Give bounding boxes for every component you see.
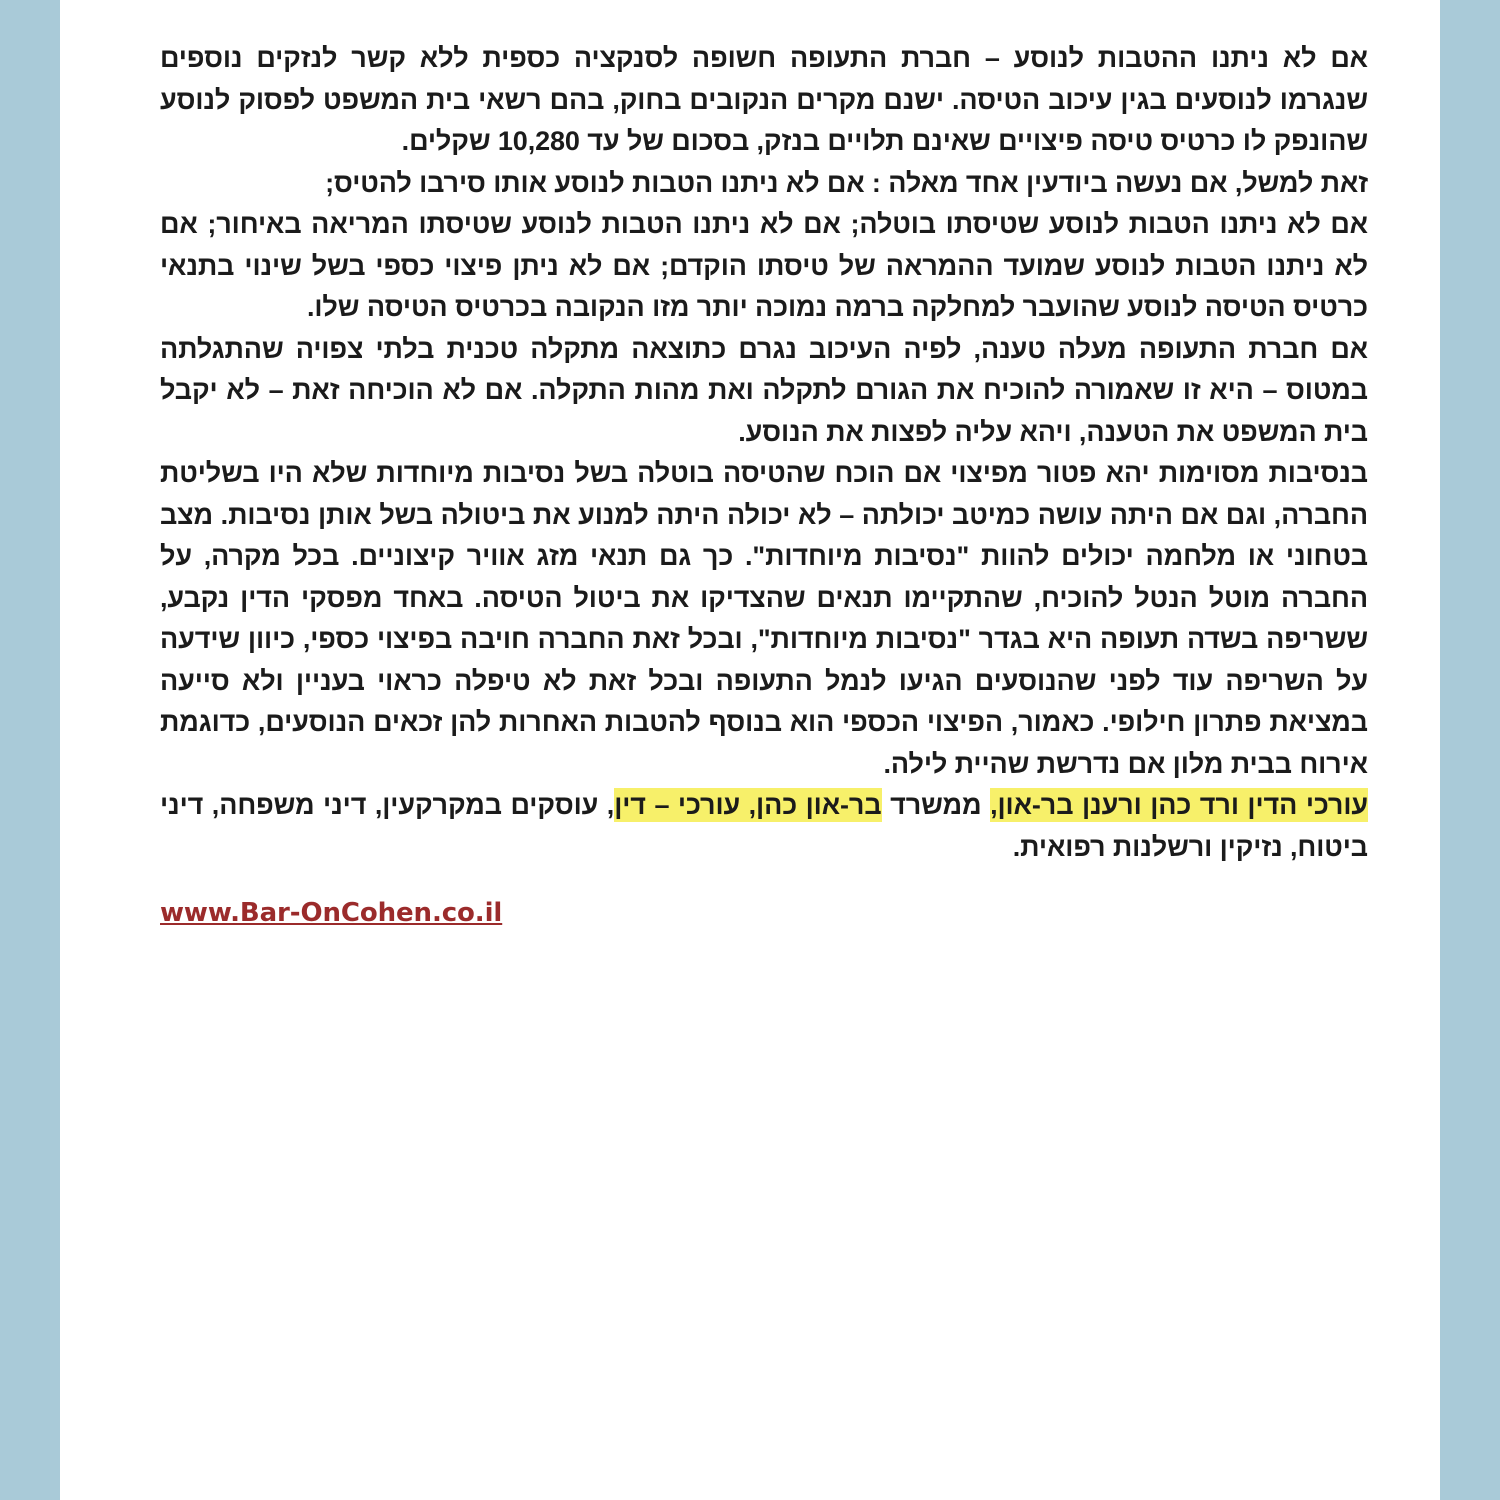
paragraph-example: זאת למשל, אם נעשה ביודעין אחד מאלה : אם לא ניתנו הטבות לנוסע אותו סירבו להטיס;: [325, 167, 1368, 198]
paragraph-benefits-list: אם לא ניתנו הטבות לנוסע שטיסתו בוטלה; אם לא ניתנו הטבות לנוסע שטיסתו המריאה באיחור; אם לא ניתנו הטבות לנוסע שמועד ההמראה של טיסתו הוקדם; אם לא ניתן פיצוי כספי בשל שינוי בתנאי כרטיס הטיסה לנוסע שהועבר למחלקה ברמה נמוכה יותר מזו הנקובה בכרטיס הטיסה שלו.: [160, 209, 1368, 322]
website-link[interactable]: www.Bar-OnCohen.co.il: [160, 898, 503, 928]
signature-practice-areas: , עוסקים במקרקעין, דיני משפחה, דיני ביטוח, נזיקין ורשלנות רפואית.: [160, 790, 1368, 862]
paragraph-special-circumstances: בנסיבות מסוימות יהא פטור מפיצוי אם הוכח שהטיסה בוטלה בשל נסיבות מיוחדות שלא היו בשליטת החברה, וגם אם היתה עושה כמיטב יכולתה – לא יכולה היתה למנוע את ביטולה בשל אותן נסיבות. מצב בטחוני או מלחמה יכולים להוות "נסיבות מיוחדות". כך גם תנאי מזג אוויר קיצוניים. בכל מקרה, על החברה מוטל הנטל להוכיח, שהתקיימו תנאים שהצדיקו את ביטול הטיסה. באחד מפסקי הדין נקבע, ששריפה בשדה תעופה היא בגדר "נסיבות מיוחדות", ובכל זאת החברה חויבה בפיצוי כספי, כיוון שידעה על השריפה עוד לפני שהנוסעים הגיעו לנמל התעופה ובכל זאת לא טיפלה כראוי בעניין ולא סייעה במציאת פתרון חילופי. כאמור, הפיצוי הכספי הוא בנוסף להטבות האחרות להן זכאים הנוסעים, כדוגמת אירוח בבית מלון אם נדרשת שהיית לילה.: [160, 458, 1368, 779]
article-body: [160, 38, 1368, 935]
paragraph-technical-fault: אם חברת התעופה מעלה טענה, לפיה העיכוב נגרם כתוצאה מתקלה טכנית בלתי צפויה שהתגלתה במטוס – היא זו שאמורה להוכיח את הגורם לתקלה ואת מהות התקלה. אם לא הוכיחה זאת – לא יקבל בית המשפט את הטענה, ויהא עליה לפצות את הנוסע.: [160, 333, 1368, 447]
firm-name-highlight: בר-און כהן, עורכי – דין: [614, 790, 882, 820]
signature-from: ממשרד: [881, 790, 991, 820]
signature-paragraph: [160, 785, 1368, 868]
paragraph-penalty: אם לא ניתנו ההטבות לנוסע – חברת התעופה חשופה לסנקציה כספית ללא קשר לנזקים נוספים שנגרמו לנוסעים בגין עיכוב הטיסה. ישנם מקרים הנקובים בחוק, בהם רשאי בית המשפט לפסוק לנוסע שהונפק לו כרטיס טיסה פיצויים שאינם תלויים בנזק, בסכום של עד 10,280 שקלים.: [160, 43, 1368, 156]
document-page: [60, 0, 1440, 1500]
website-row: [160, 892, 1368, 935]
lawyer-names-highlight: עורכי הדין ורד כהן ורענן בר-און,: [990, 790, 1368, 820]
